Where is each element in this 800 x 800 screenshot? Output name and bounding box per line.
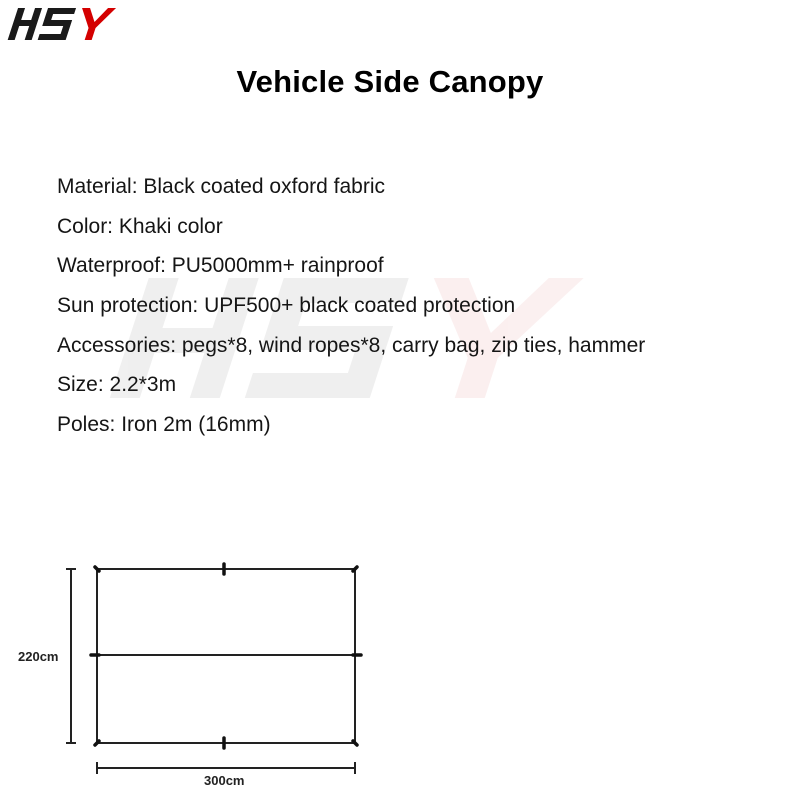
canopy-dimension-diagram [0,555,420,800]
spec-list [57,171,645,449]
spec-sun-protection: Sun protection: UPF500+ black coated protection [57,294,516,318]
spec-size: Size: 2.2*3m [57,373,177,397]
height-label: 220cm [18,649,59,664]
height-dimension [66,569,76,743]
spec-material: Material: Black coated oxford fabric [57,175,385,198]
width-label: 300cm [204,773,245,788]
spec-color: Color: Khaki color [57,214,223,238]
spec-poles: Poles: Iron 2m (16mm) [57,413,271,437]
spec-accessories: Accessories: pegs*8, wind ropes*8, carry bag, zip ties, hammer [57,333,646,357]
brand-logo [6,2,138,46]
page-title: Vehicle Side Canopy [236,64,544,99]
spec-waterproof: Waterproof: PU5000mm+ rainproof [57,254,384,278]
